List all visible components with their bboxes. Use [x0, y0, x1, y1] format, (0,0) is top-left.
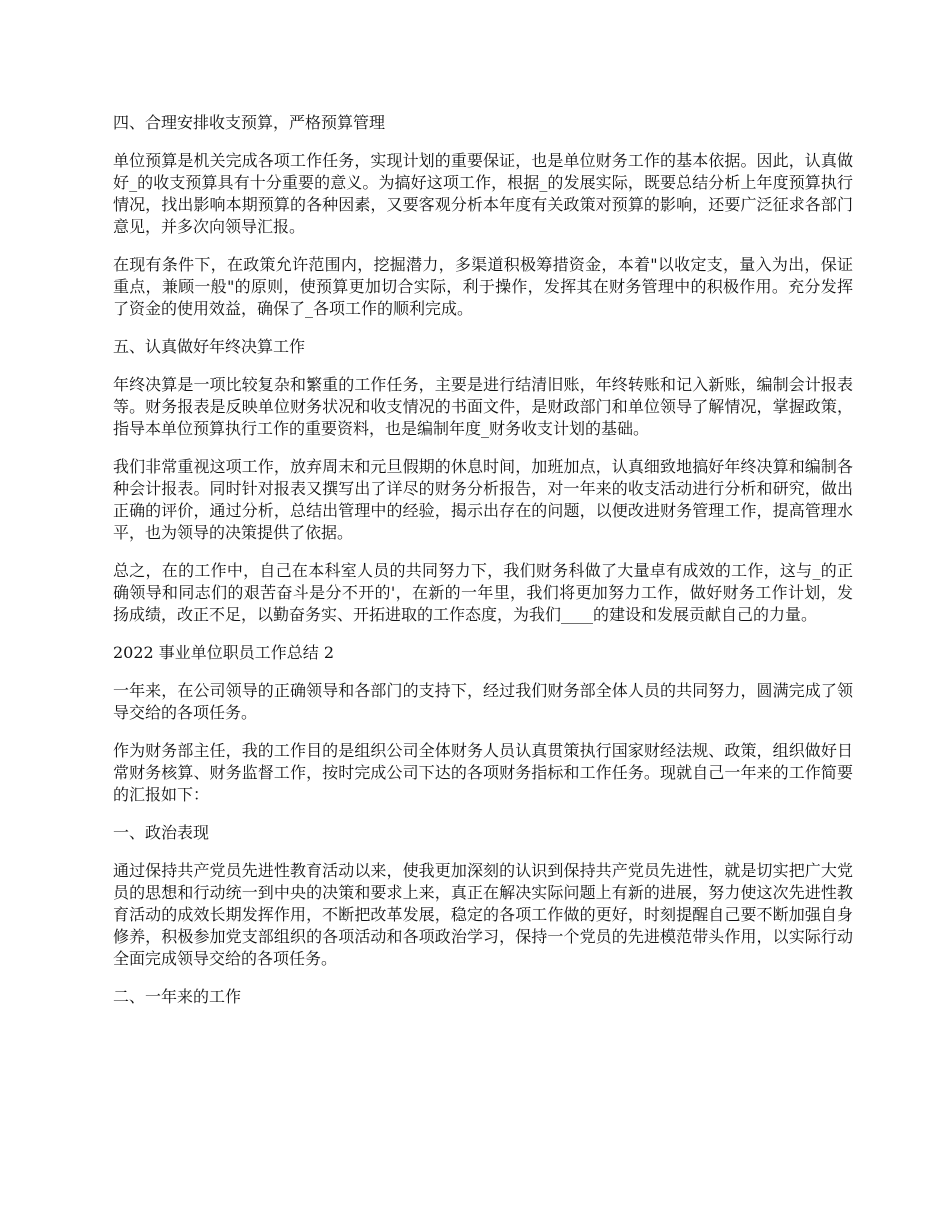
paragraph-final-accounts-task: 年终决算是一项比较复杂和繁重的工作任务，主要是进行结清旧账，年终转账和记入新账，编制会计报表等。财务报表是反映单位财务状况和收支情况的书面文件，是财政部门和单位领导了解情况，掌握政策，指导本单位预算执行工作的重要资料，也是编制年度_财务收支计划的基础。 — [113, 375, 853, 438]
document-page — [113, 112, 853, 1024]
paragraph-year-overview: 一年来，在公司领导的正确领导和各部门的支持下，经过我们财务部全体人员的共同努力，圆满完成了领导交给的各项任务。 — [113, 681, 853, 722]
section-heading-year-work: 二、一年来的工作 — [113, 987, 242, 1006]
section-heading-budget: 四、合理安排收支预算，严格预算管理 — [113, 113, 386, 132]
paragraph-political-performance: 通过保持共产党员先进性教育活动以来，使我更加深刻的认识到保持共产党员先进性，就是切实把广大党员的思想和行动统一到中央的决策和要求上来，真正在解决实际问题上有新的进展，努力使这次先进性教育活动的成效长期发挥作用，不断把改革发展，稳定的各项工作做的更好，时刻提醒自己要不断加强自身修养，积极参加党支部组织的各项活动和各项政治学习，保持一个党员的先进模范带头作用，以实际行动全面完成领导交给的各项任务。 — [113, 861, 853, 968]
section-heading-final-accounts: 五、认真做好年终决算工作 — [113, 337, 306, 356]
document-title-summary-2: 2022 事业单位职员工作总结 2 — [113, 643, 335, 662]
paragraph-budget-importance: 单位预算是机关完成各项工作任务，实现计划的重要保证，也是单位财务工作的基本依据。因此，认真做好_的收支预算具有十分重要的意义。为搞好这项工作，根据_的发展实际，既要总结分析上年度预算执行情况，找出影响本期预算的各种因素，又要客观分析本年度有关政策对预算的影响，还要广泛征求各部门意见，并多次向领导汇报。 — [113, 151, 853, 236]
paragraph-final-accounts-work: 我们非常重视这项工作，放弃周末和元旦假期的休息时间，加班加点，认真细致地搞好年终决算和编制各种会计报表。同时针对报表又撰写出了详尽的财务分析报告，对一年来的收支活动进行分析和研究，做出正确的评价，通过分析，总结出管理中的经验，揭示出存在的问题，以便改进财务管理工作，提高管理水平，也为领导的决策提供了依据。 — [113, 457, 853, 542]
paragraph-budget-funding: 在现有条件下，在政策允许范围内，挖掘潜力，多渠道积极筹措资金，本着"以收定支，量入为出，保证重点，兼顾一般"的原则，使预算更加切合实际，利于操作，发挥其在财务管理中的积极作用。充分发挥了资金的使用效益，确保了_各项工作的顺利完成。 — [113, 255, 853, 318]
section-heading-political: 一、政治表现 — [113, 823, 210, 842]
paragraph-role-description: 作为财务部主任，我的工作目的是组织公司全体财务人员认真贯策执行国家财经法规、政策，组织做好日常财务核算、财务监督工作，按时完成公司下达的各项财务指标和工作任务。现就自己一年来的工作简要的汇报如下： — [113, 741, 853, 804]
paragraph-conclusion: 总之，在的工作中，自己在本科室人员的共同努力下，我们财务科做了大量卓有成效的工作，这与_的正确领导和同志们的艰苦奋斗是分不开的'，在新的一年里，我们将更加努力工作，做好财务工作计划，发扬成绩，改正不足，以勤奋务实、开拓进取的工作态度，为我们____的建设和发展贡献自己的力量。 — [113, 561, 853, 624]
